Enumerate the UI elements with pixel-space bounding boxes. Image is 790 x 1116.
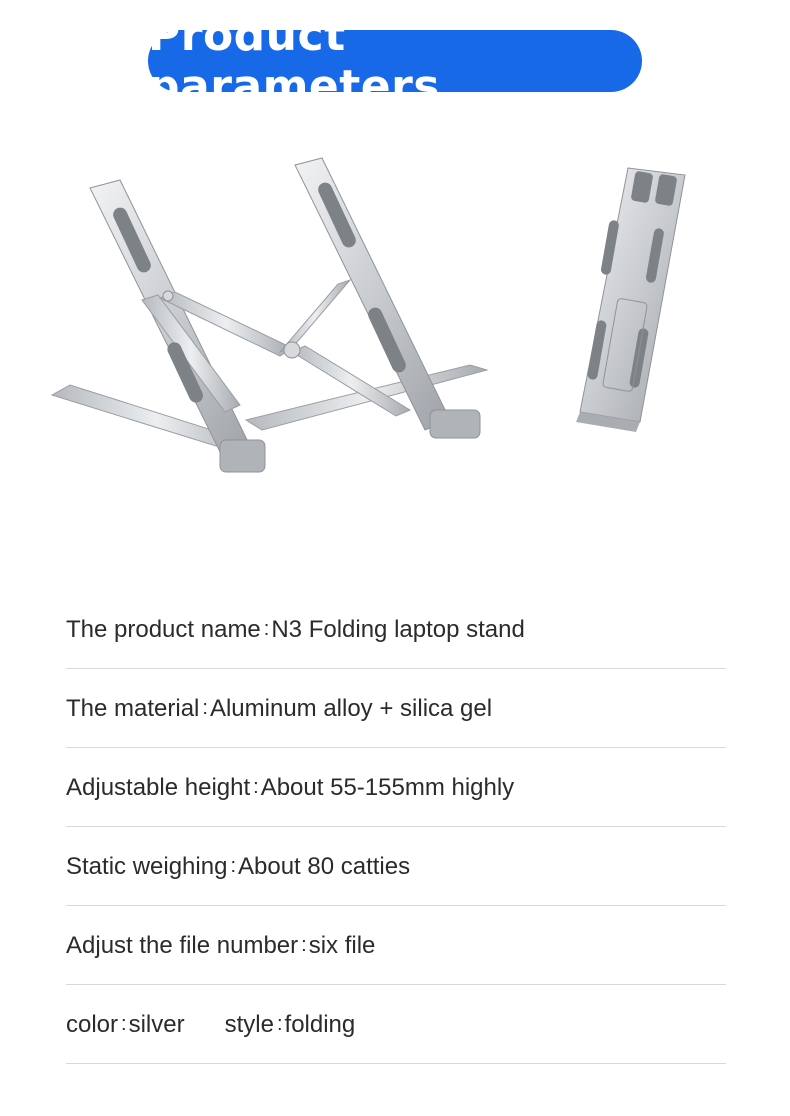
spec-separator: : bbox=[301, 934, 307, 956]
spec-label: Adjust the file number bbox=[66, 931, 299, 959]
spec-value: About 80 catties bbox=[238, 852, 411, 880]
spec-row-color-style bbox=[66, 985, 726, 1064]
color-label: color bbox=[66, 1010, 119, 1038]
color-value: silver bbox=[128, 1010, 185, 1038]
spec-label: The product name bbox=[66, 615, 261, 643]
spec-separator: : bbox=[276, 1013, 283, 1035]
spec-separator: : bbox=[121, 1013, 127, 1035]
spec-value: About 55-155mm highly bbox=[260, 773, 515, 801]
spec-value: Aluminum alloy + silica gel bbox=[209, 694, 493, 722]
style-value: folding bbox=[284, 1010, 356, 1038]
title-banner bbox=[148, 10, 642, 112]
spec-row-height bbox=[66, 748, 726, 827]
spec-separator: : bbox=[253, 776, 259, 798]
style-label: style bbox=[224, 1010, 274, 1038]
spec-row-product-name bbox=[66, 590, 726, 669]
folded-stand-illustration bbox=[576, 168, 685, 432]
page-title: Product parameters bbox=[148, 10, 441, 112]
spec-list bbox=[66, 590, 726, 1064]
spec-separator: : bbox=[263, 618, 270, 640]
spec-separator: : bbox=[202, 697, 208, 719]
spec-row-file-number bbox=[66, 906, 726, 985]
spec-separator: : bbox=[230, 855, 236, 877]
spec-value: N3 Folding laptop stand bbox=[271, 615, 525, 643]
open-stand-illustration bbox=[52, 158, 487, 472]
spec-row-weighing bbox=[66, 827, 726, 906]
spec-row-material bbox=[66, 669, 726, 748]
product-image bbox=[30, 120, 760, 540]
spec-label: Static weighing bbox=[66, 852, 228, 880]
spec-label: The material bbox=[66, 694, 200, 722]
spec-label: Adjustable height bbox=[66, 773, 251, 801]
spec-value: six file bbox=[308, 931, 376, 959]
